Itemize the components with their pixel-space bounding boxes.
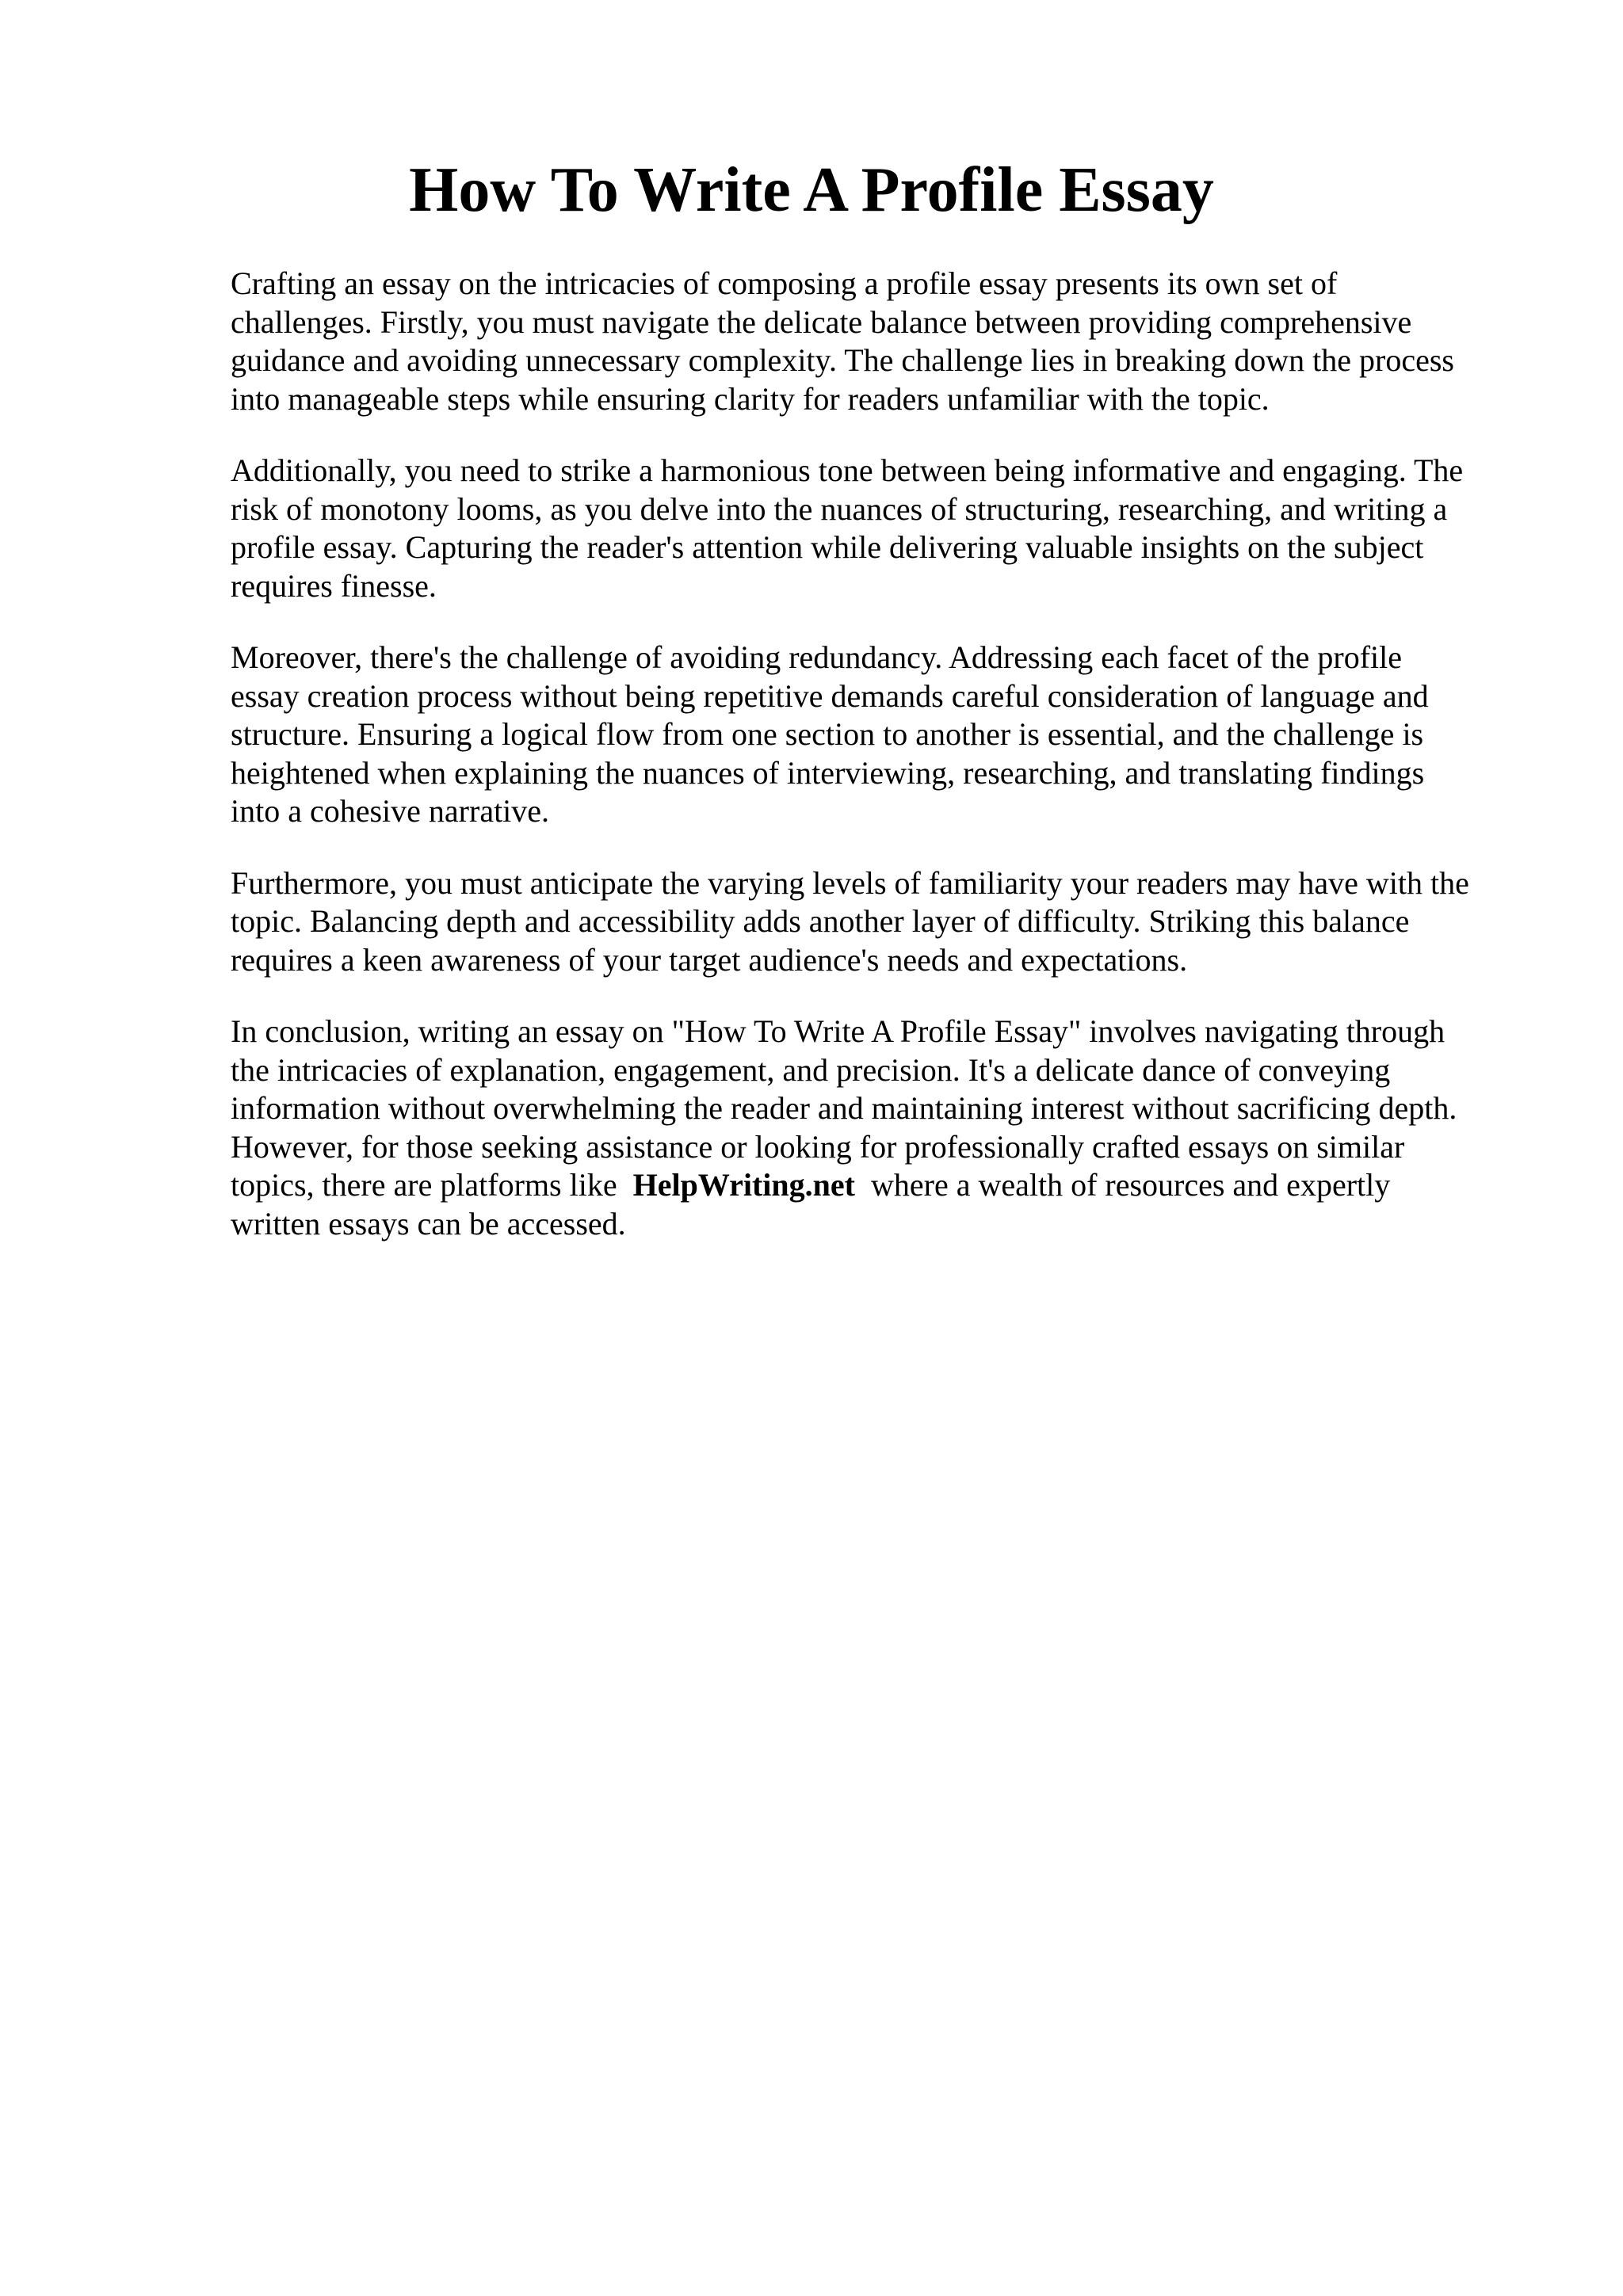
text-line: Crafting an essay on the intricacies of composing a profile essay presents its own set of (231, 265, 1338, 301)
text-line: the intricacies of explanation, engagement, and precision. It's a delicate dance of conveying (231, 1051, 1391, 1088)
text-line: risk of monotony looms, as you delve into the nuances of structuring, researching, and writing a (231, 490, 1448, 527)
helpwriting-link[interactable]: HelpWriting.net (632, 1167, 855, 1203)
text-line: guidance and avoiding unnecessary complexity. The challenge lies in breaking down the process (231, 342, 1454, 378)
text-line: requires finesse. (231, 567, 437, 604)
text-line: information without overwhelming the reader and maintaining interest without sacrificing depth. (231, 1090, 1457, 1126)
text-line: However, for those seeking assistance or looking for professionally crafted essays on similar (231, 1128, 1405, 1165)
text-line-with-link (231, 1166, 1530, 1205)
text-line: structure. Ensuring a logical flow from one section to another is essential, and the challenge is (231, 716, 1424, 752)
page-title: How To Write A Profile Essay (409, 155, 1214, 225)
text-line: into a cohesive narrative. (231, 793, 550, 829)
text-line: Additionally, you need to strike a harmonious tone between being informative and engaging. The (231, 452, 1464, 488)
text-line: Moreover, there's the challenge of avoiding redundancy. Addressing each facet of the profile (231, 639, 1402, 675)
text-line: profile essay. Capturing the reader's attention while delivering valuable insights on the subject (231, 529, 1424, 565)
paragraph-4 (231, 864, 1530, 980)
paragraph-1 (231, 265, 1530, 418)
text-line: requires a keen awareness of your target audience's needs and expectations. (231, 941, 1188, 978)
text-line: In conclusion, writing an essay on "How To Write A Profile Essay" involves navigating through (231, 1013, 1445, 1049)
paragraph-conclusion (231, 1013, 1530, 1243)
essay-body (231, 265, 1530, 1276)
text-line: topic. Balancing depth and accessibility adds another layer of difficulty. Striking this balance (231, 903, 1410, 939)
text-line: into manageable steps while ensuring clarity for readers unfamiliar with the topic. (231, 380, 1270, 417)
paragraph-3 (231, 639, 1530, 831)
text-line: Furthermore, you must anticipate the varying levels of familiarity your readers may have with the (231, 864, 1469, 901)
link-lead-text: topics, there are platforms like (231, 1167, 617, 1203)
link-trail-text: where a wealth of resources and expertly (870, 1167, 1391, 1203)
text-line: heightened when explaining the nuances of interviewing, researching, and translating findings (231, 754, 1425, 791)
text-line: essay creation process without being repetitive demands careful consideration of language and (231, 677, 1429, 714)
paragraph-2 (231, 452, 1530, 605)
text-line: challenges. Firstly, you must navigate the delicate balance between providing comprehensive (231, 303, 1412, 340)
text-line: written essays can be accessed. (231, 1205, 626, 1241)
